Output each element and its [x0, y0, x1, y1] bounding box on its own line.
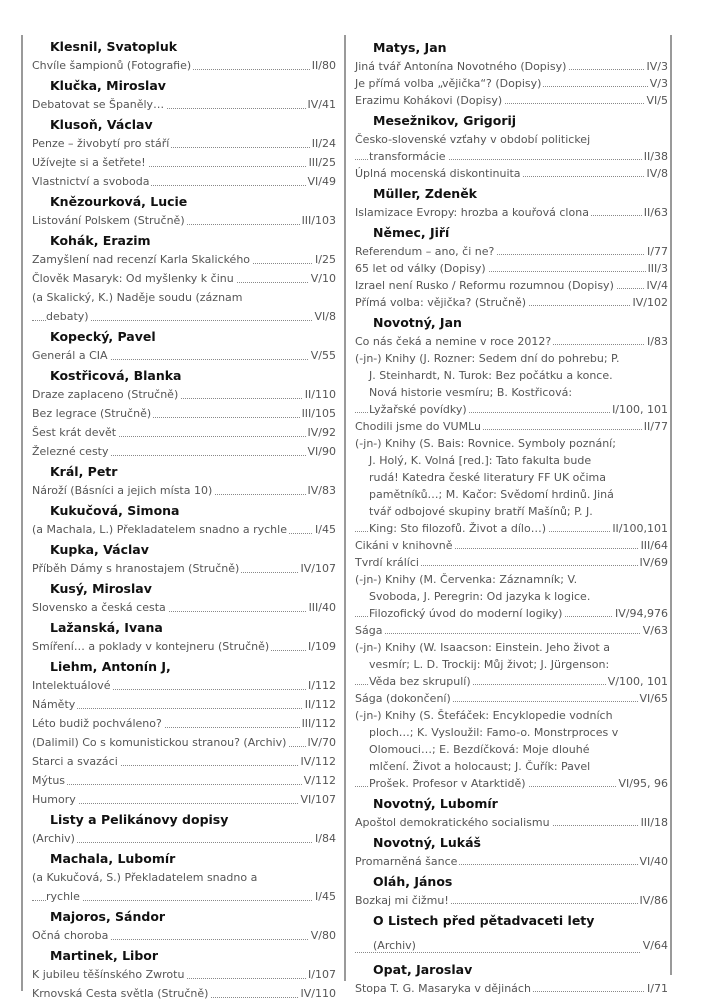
index-entry [355, 204, 668, 221]
author-heading: Klusoň, Václav [50, 117, 153, 132]
index-entry [32, 153, 336, 172]
index-entry [32, 172, 336, 191]
author-section [355, 36, 668, 109]
entry-page-ref: IV/94,976 [615, 607, 668, 620]
author-section [355, 109, 668, 182]
entry-page-ref: V/100, 101 [607, 675, 668, 688]
entry-page-ref: I/45 [313, 520, 336, 539]
entry-title: Cikáni v knihovně [355, 539, 453, 552]
left-column-rule [21, 35, 23, 991]
index-entry [32, 598, 336, 617]
entry-page-ref: III/105 [300, 404, 336, 423]
index-column-right [355, 36, 668, 997]
entry-page-ref: II/24 [310, 134, 336, 153]
entry-title: Penze – živobytí pro stáří [32, 137, 170, 150]
entry-title: Železné cesty [32, 445, 109, 458]
author-heading: Müller, Zdeněk [373, 186, 477, 201]
entry-title: (Archiv) [32, 832, 75, 845]
entry-title: Intelektuálové [32, 679, 111, 692]
index-entry [32, 134, 336, 153]
entry-title: Islamizace Evropy: hrozba a kouřová clona [355, 206, 589, 219]
entry-title: Člověk Masaryk: Od myšlenky k činu [32, 272, 234, 285]
entry-page-ref: I/84 [313, 829, 336, 848]
entry-title: Přímá volba: vějička? (Stručně) [355, 296, 527, 309]
entry-title: Mýtus [32, 774, 66, 787]
entry-title: Smíření… a poklady v kontejneru (Stručně) [32, 640, 270, 653]
index-entry [355, 707, 668, 792]
entry-page-ref: II/100,101 [612, 522, 668, 535]
entry-title: Draze zaplaceno (Stručně) [32, 388, 179, 401]
index-entry [32, 423, 336, 442]
entry-title: Jiná tvář Antonína Novotného (Dopisy) [355, 60, 567, 73]
index-entry [355, 131, 668, 165]
author-section [32, 617, 336, 656]
author-heading: Kostřicová, Blanka [50, 368, 182, 383]
entry-page-ref: V/80 [309, 926, 336, 945]
entry-page-ref: IV/8 [646, 167, 668, 180]
entry-page-ref: IV/102 [632, 296, 668, 309]
entry-page-ref: IV/92 [306, 423, 336, 442]
entry-title: Očná choroba [32, 929, 109, 942]
index-entry [32, 95, 336, 114]
entry-title: Tvrdí králíci [355, 556, 419, 569]
author-section [355, 182, 668, 221]
index-entry [32, 790, 336, 809]
index-column-left [32, 36, 336, 1003]
author-section [355, 831, 668, 870]
index-entry [355, 892, 668, 909]
entry-title: Humory [32, 793, 76, 806]
author-heading: Klesnil, Svatopluk [50, 39, 178, 54]
entry-page-ref: III/3 [647, 262, 668, 275]
entry-title: Stopa T. G. Masaryka v dějinách [355, 982, 531, 995]
middle-column-rule [344, 35, 346, 981]
entry-page-ref: IV/110 [299, 984, 336, 1003]
entry-page-ref: III/18 [640, 816, 668, 829]
entry-page-ref: I/100, 101 [612, 403, 668, 416]
entry-title: (-jn-) Knihy (J. Rozner: Sedem dní do pohrebu; P. J. Steinhardt, N. Turok: Bez počátku a konce. Nová historie vesmíru; B. Kostřicová: Lyžařské povídky) [355, 352, 620, 416]
author-heading: Martinek, Libor [50, 948, 159, 963]
index-entry [355, 58, 668, 75]
index-entry [32, 269, 336, 288]
author-section [32, 809, 336, 848]
entry-page-ref: V/3 [649, 77, 668, 90]
entry-title: Léto budiž pochváleno? [32, 717, 162, 730]
author-section [32, 539, 336, 578]
entry-page-ref: V/112 [302, 771, 336, 790]
entry-title: (Dalimil) Co s komunistickou stranou? (Archiv) [32, 736, 287, 749]
entry-title: Debatovat se Španěly… [32, 98, 165, 111]
author-section [355, 221, 668, 311]
entry-title: Co nás čeká a nemine v roce 2012? [355, 335, 552, 348]
entry-title: Referendum – ano, či ne? [355, 245, 495, 258]
author-heading: Kusý, Miroslav [50, 581, 152, 596]
author-heading: Novotný, Lubomír [373, 796, 498, 811]
index-entry [32, 520, 336, 539]
entry-page-ref: IV/107 [299, 559, 336, 578]
entry-page-ref: IV/86 [639, 894, 668, 907]
index-entry [32, 965, 336, 984]
author-section [355, 958, 668, 997]
author-section [32, 114, 336, 191]
entry-page-ref: I/112 [306, 676, 336, 695]
index-entry [355, 260, 668, 277]
entry-page-ref: II/110 [303, 385, 336, 404]
author-section [32, 191, 336, 230]
author-heading: Novotný, Lukáš [373, 835, 481, 850]
author-section [355, 311, 668, 792]
author-section [32, 656, 336, 809]
entry-title: Je přímá volba „vějička“? (Dopisy) [355, 77, 542, 90]
section-heading: O Listech před pětadvaceti lety [373, 913, 595, 928]
entry-page-ref: I/71 [647, 982, 668, 995]
entry-title: Příběh Dámy s hranostajem (Stručně) [32, 562, 240, 575]
author-heading: Matys, Jan [373, 40, 447, 55]
entry-title: (a Skalický, K.) Naděje soudu (záznam debaty) [32, 291, 243, 323]
entry-page-ref: I/109 [306, 637, 336, 656]
author-heading: Kopecký, Pavel [50, 329, 156, 344]
entry-title: Starci a svazáci [32, 755, 118, 768]
entry-title: Izrael není Rusko / Reformu rozumnou (Dopisy) [355, 279, 614, 292]
index-entry [32, 752, 336, 771]
entry-page-ref: VI/95, 96 [618, 777, 668, 790]
index-entry [355, 690, 668, 707]
entry-title: (-jn-) Knihy (S. Štefáček: Encyklopedie vodních ploch…; K. Vysloužil: Famo-o. Monstrproces v Olomouci…; E. Bezdíčková: Moje dlouhé mlčení. Život a holocaust; J. Čuřík: Pavel Prošek. Profesor v Atarktidě) [355, 709, 619, 790]
author-heading: Machala, Lubomír [50, 851, 176, 866]
index-entry [32, 385, 336, 404]
entry-page-ref: III/103 [300, 211, 336, 230]
entry-page-ref: II/112 [303, 695, 336, 714]
author-section [32, 578, 336, 617]
index-entry [32, 442, 336, 461]
author-section [32, 36, 336, 75]
entry-page-ref: III/112 [300, 714, 336, 733]
entry-page-ref: I/107 [306, 965, 336, 984]
author-section [32, 500, 336, 539]
index-entry [355, 537, 668, 554]
index-entry [32, 926, 336, 945]
entry-page-ref: V/10 [309, 269, 336, 288]
index-entry [32, 346, 336, 365]
entry-title: Chvíle šampionů (Fotografie) [32, 59, 192, 72]
index-entry [355, 333, 668, 350]
entry-title: Krnovská Cesta světla (Stručně) [32, 987, 209, 1000]
author-heading: Lažanská, Ivana [50, 620, 163, 635]
entry-title: K jubileu těšínského Zwrotu [32, 968, 185, 981]
entry-title: Promarněná šance [355, 855, 458, 868]
index-entry [32, 695, 336, 714]
index-entry [355, 639, 668, 690]
entry-page-ref: I/25 [313, 250, 336, 269]
author-section [32, 230, 336, 326]
right-column-rule [670, 35, 672, 975]
index-entry [355, 243, 668, 260]
index-entry [355, 277, 668, 294]
author-heading: Majoros, Sándor [50, 909, 166, 924]
entry-page-ref: II/38 [643, 150, 668, 163]
index-entry [32, 559, 336, 578]
entry-title: Česko-slovenské vzťahy v období politickej transformácie [355, 133, 591, 163]
author-section [32, 945, 336, 1003]
index-entry [32, 984, 336, 1003]
index-entry [355, 571, 668, 622]
entry-page-ref: IV/4 [646, 279, 668, 292]
entry-title: (-jn-) Knihy (S. Bais: Rovnice. Symboly poznání; J. Holý, K. Volná [red.]: Tato fakulta bude rudá! Katedra české literatury FF UK očima pamětníků…; M. Kačor: Svědomí hrdinů. Jiná tvář odbojové skupiny bratří Mašínů; P. J. King: Sto filozofů. Život a dílo…) [355, 437, 616, 535]
index-entry [32, 56, 336, 75]
index-entry [32, 733, 336, 752]
entry-title: (a Machala, L.) Překladatelem snadno a rychle [32, 523, 287, 536]
entry-page-ref: IV/83 [306, 481, 336, 500]
entry-title: (-jn-) Knihy (M. Červenka: Záznamník; V. Svoboda, J. Peregrin: Od jazyka k logice. Filozofický úvod do moderní logiky) [355, 573, 591, 620]
entry-page-ref: I/45 [313, 887, 336, 906]
author-heading: Němec, Jiří [373, 225, 450, 240]
entry-title [373, 915, 594, 952]
index-entry [355, 853, 668, 870]
author-heading: Kohák, Erazim [50, 233, 151, 248]
entry-page-ref: V/55 [309, 346, 336, 365]
index-entry [355, 622, 668, 639]
entry-page-ref: VI/90 [306, 442, 336, 461]
author-section [32, 461, 336, 500]
entry-page-ref: III/40 [307, 598, 336, 617]
entry-page-ref: I/77 [647, 245, 668, 258]
author-section [32, 365, 336, 461]
entry-title: Užívejte si a šetřete! [32, 156, 146, 169]
entry-page-ref: II/80 [310, 56, 336, 75]
index-entry [355, 294, 668, 311]
entry-page-ref: VI/5 [646, 94, 668, 107]
entry-page-ref: III/64 [640, 539, 668, 552]
entry-title: Bez legrace (Stručně) [32, 407, 152, 420]
index-entry [32, 676, 336, 695]
entry-title: Sága (dokončení) [355, 692, 451, 705]
entry-title: Listování Polskem (Stručně) [32, 214, 185, 227]
entry-page-ref: IV/3 [646, 60, 668, 73]
entry-page-ref: VI/107 [299, 790, 336, 809]
author-section [355, 870, 668, 909]
author-section [32, 906, 336, 945]
index-entry [32, 481, 336, 500]
entry-page-ref: IV/69 [639, 556, 668, 569]
entry-page-ref: VI/49 [306, 172, 336, 191]
entry-title: Zamyšlení nad recenzí Karla Skalického [32, 253, 251, 266]
author-heading: Novotný, Jan [373, 315, 462, 330]
author-section [32, 75, 336, 114]
author-section [32, 848, 336, 906]
author-heading: Klučka, Miroslav [50, 78, 166, 93]
author-heading: Knězourková, Lucie [50, 194, 188, 209]
entry-page-ref: II/63 [643, 206, 668, 219]
entry-title: Náměty [32, 698, 76, 711]
index-entry [32, 211, 336, 230]
entry-title: (a Kukučová, S.) Překladatelem snadno a rychle [32, 871, 258, 903]
author-heading: Opat, Jaroslav [373, 962, 473, 977]
author-heading: Oláh, János [373, 874, 453, 889]
entry-title: Vlastnictví a svoboda [32, 175, 150, 188]
entry-page-ref: IV/70 [306, 733, 336, 752]
entry-title: Generál a CIA [32, 349, 108, 362]
entry-page-ref: V/64 [641, 934, 668, 958]
index-entry [32, 829, 336, 848]
author-heading: Kupka, Václav [50, 542, 149, 557]
index-entry [32, 714, 336, 733]
entry-page-ref: III/25 [307, 153, 336, 172]
author-section [32, 326, 336, 365]
index-entry [355, 814, 668, 831]
entry-title: 65 let od války (Dopisy) [355, 262, 486, 275]
entry-title: Slovensko a česká cesta [32, 601, 166, 614]
author-heading: Mesežnikov, Grigorij [373, 113, 517, 128]
entry-page-ref: IV/41 [306, 95, 336, 114]
index-entry [355, 909, 668, 958]
index-entry [355, 418, 668, 435]
entry-page-ref: VI/40 [639, 855, 668, 868]
index-entry [32, 250, 336, 269]
author-heading: Liehm, Antonín J, [50, 659, 171, 674]
entry-page-ref: V/63 [642, 624, 668, 637]
index-entry [32, 404, 336, 423]
entry-title: (-jn-) Knihy (W. Isaacson: Einstein. Jeho život a vesmír; L. D. Trockij: Můj život; J. Jürgenson: Věda bez skrupulí) [355, 641, 610, 688]
index-entry [355, 554, 668, 571]
entry-title: Apoštol demokratického socialismu [355, 816, 550, 829]
author-heading: Kukučová, Simona [50, 503, 180, 518]
entry-title: Úplná mocenská diskontinuita [355, 167, 521, 180]
index-entry [32, 637, 336, 656]
entry-page-ref: VI/8 [313, 307, 336, 326]
index-entry [32, 288, 336, 326]
author-heading: Listy a Pelikánovy dopisy [50, 812, 229, 827]
index-entry [355, 435, 668, 537]
index-entry [355, 980, 668, 997]
entry-title: Chodili jsme do VUMLu [355, 420, 481, 433]
index-entry [32, 868, 336, 906]
entry-page-ref: IV/112 [299, 752, 336, 771]
entry-page-ref: VI/65 [639, 692, 668, 705]
index-entry [355, 75, 668, 92]
entry-title: Sága [355, 624, 383, 637]
entry-page-ref: I/83 [647, 335, 668, 348]
entry-title: Šest krát devět [32, 426, 117, 439]
entry-title: Bozkaj mi čižmu! [355, 894, 449, 907]
entry-page-ref: II/77 [643, 420, 668, 433]
index-entry [355, 350, 668, 418]
entry-title: Erazimu Kohákovi (Dopisy) [355, 94, 503, 107]
index-entry [355, 92, 668, 109]
entry-note: (Archiv) [373, 939, 416, 952]
index-entry [32, 771, 336, 790]
entry-title: Nároží (Básníci a jejich místa 10) [32, 484, 213, 497]
index-entry [355, 165, 668, 182]
author-section [355, 792, 668, 831]
author-heading: Král, Petr [50, 464, 118, 479]
